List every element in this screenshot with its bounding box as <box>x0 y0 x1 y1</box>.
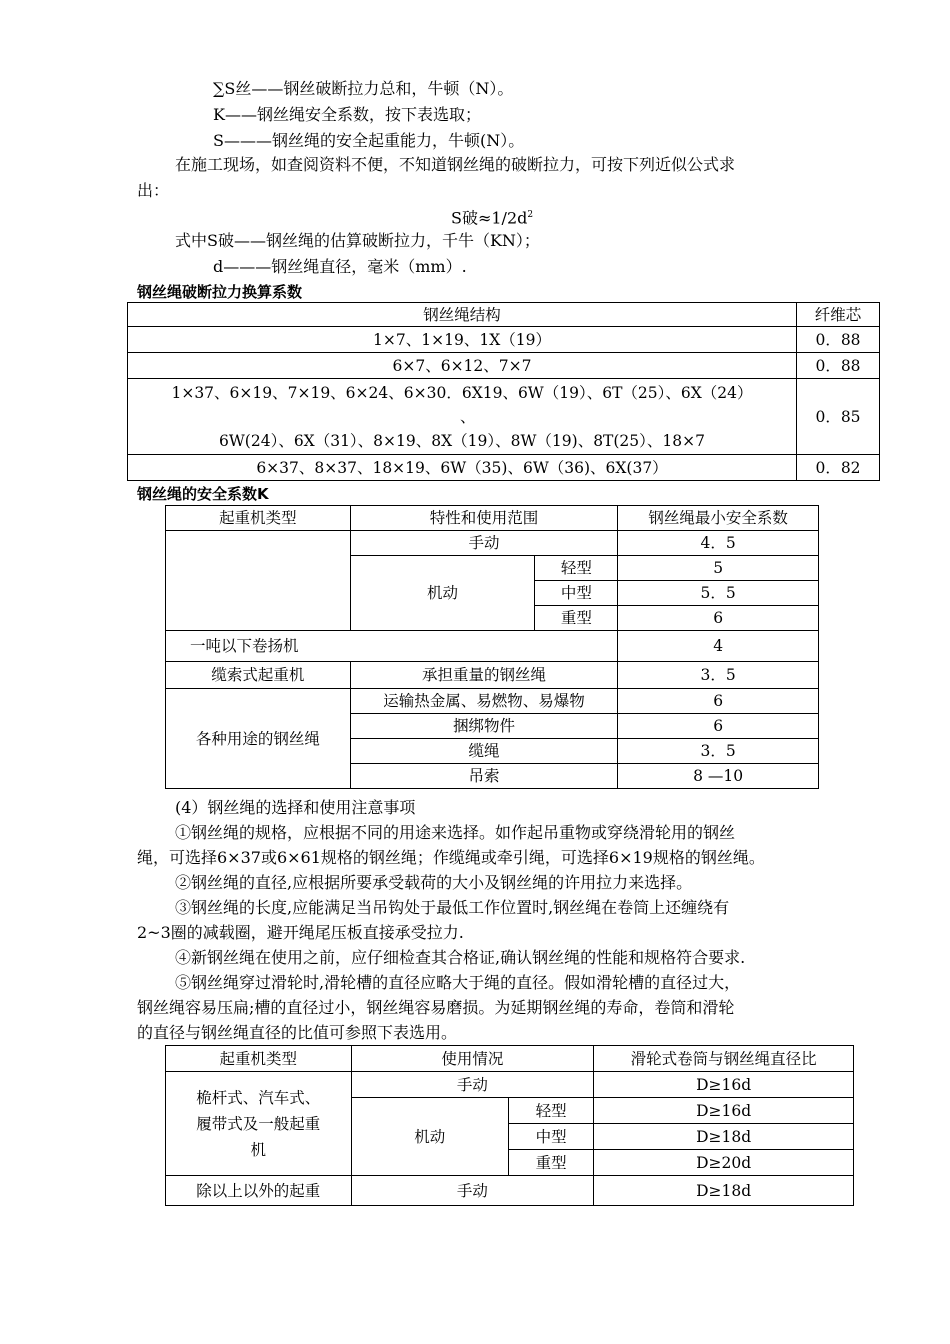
table2-header: 钢丝绳最小安全系数 <box>618 506 819 531</box>
table-cell: 中型 <box>535 581 618 606</box>
table-cell: 缆绳 <box>350 739 618 764</box>
table1-header: 纤维芯 <box>797 303 880 327</box>
table-cell: 中型 <box>508 1124 593 1150</box>
table-cell: 除以上以外的起重 <box>166 1176 352 1206</box>
formula: S破$\approx 1/2d^2$ <box>451 208 534 228</box>
table3-header: 使用情况 <box>351 1046 594 1072</box>
section-title: (4）钢丝绳的选择和使用注意事项 <box>175 798 416 817</box>
table-cell: 各种用途的钢丝绳 <box>166 689 351 789</box>
table-cell: 0．82 <box>797 455 880 481</box>
table-cell: 0．88 <box>797 327 880 353</box>
safety-factor-table <box>165 505 819 789</box>
table-cell: D≥18d <box>594 1176 854 1206</box>
cell-line: 机 <box>250 1140 267 1159</box>
table3-header: 起重机类型 <box>166 1046 352 1072</box>
table-cell: 6×37、8×37、18×19、6W（35)、6W（36)、6X(37） <box>128 455 797 481</box>
table1-header: 钢丝绳结构 <box>128 303 797 327</box>
text-line: 2~3圈的减载圈，避开绳尾压板直接承受拉力. <box>137 923 464 942</box>
table-cell: 手动 <box>351 1176 594 1206</box>
text-line: ③钢丝绳的长度,应能满足当吊钩处于最低工作位置时,钢丝绳在卷筒上还缠绕有 <box>175 898 730 917</box>
table2-title: 钢丝绳的安全系数K <box>137 485 269 503</box>
text-line: 的直径与钢丝绳直径的比值可参照下表选用。 <box>137 1023 458 1042</box>
text-line: ∑S丝——钢丝破断拉力总和，牛顿（N）。 <box>213 79 514 98</box>
table-cell: 手动 <box>351 1072 594 1098</box>
table-cell: D≥20d <box>594 1150 854 1176</box>
table-cell: 3．5 <box>618 739 819 764</box>
cell-line: 履带式及一般起重 <box>196 1114 321 1133</box>
table-cell: D≥16d <box>594 1098 854 1124</box>
table-cell: 手动 <box>350 531 618 556</box>
text-line: ⑤钢丝绳穿过滑轮时,滑轮槽的直径应略大于绳的直径。假如滑轮槽的直径过大， <box>175 973 741 992</box>
table-cell: 承担重量的钢丝绳 <box>350 662 618 689</box>
table-cell: 吊索 <box>350 764 618 789</box>
table-cell: 8 —10 <box>618 764 819 789</box>
text-line: S———钢丝绳的安全起重能力，牛顿(N）。 <box>213 131 525 150</box>
table-cell: 重型 <box>508 1150 593 1176</box>
table3-header: 滑轮式卷筒与钢丝绳直径比 <box>594 1046 854 1072</box>
text-line: 出： <box>137 181 170 200</box>
diameter-ratio-table <box>165 1045 854 1206</box>
table-cell: 捆绑物件 <box>350 714 618 739</box>
table-cell: 4 <box>618 631 819 662</box>
table-cell: 1×7、1×19、1X（19） <box>128 327 797 353</box>
table-cell: 6 <box>618 714 819 739</box>
text-line: 绳，可选择6×37或6×61规格的钢丝绳；作缆绳或牵引绳，可选择6×19规格的钢丝绳。 <box>137 848 765 867</box>
table-cell: 5 <box>618 556 819 581</box>
table-cell: 0．88 <box>797 353 880 379</box>
table-cell <box>128 379 797 455</box>
table-cell: 4．5 <box>618 531 819 556</box>
table-cell: 6 <box>618 606 819 631</box>
table-cell: 3．5 <box>618 662 819 689</box>
table-cell: 运输热金属、易燃物、易爆物 <box>350 689 618 714</box>
table-cell: 缆索式起重机 <box>166 662 351 689</box>
table-cell: 机动 <box>350 556 535 631</box>
text-line: 在施工现场，如查阅资料不便，不知道钢丝绳的破断拉力，可按下列近似公式求 <box>175 155 736 174</box>
table-cell: 0．85 <box>797 379 880 455</box>
table-cell: 6×7、6×12、7×7 <box>128 353 797 379</box>
text-line: ②钢丝绳的直径,应根据所要承受载荷的大小及钢丝绳的许用拉力来选择。 <box>175 873 693 892</box>
table-cell: 一吨以下卷扬机 <box>166 631 618 662</box>
table1-title: 钢丝绳破断拉力换算系数 <box>137 283 303 301</box>
text-line: 钢丝绳容易压扁;槽的直径过小，钢丝绳容易磨损。为延期钢丝绳的寿命，卷筒和滑轮 <box>137 998 735 1017</box>
table-cell: 5．5 <box>618 581 819 606</box>
text-line: K——钢丝绳安全系数，按下表选取； <box>213 105 481 124</box>
table-cell <box>166 1072 352 1176</box>
table2-header: 特性和使用范围 <box>350 506 618 531</box>
cell-line: 6W(24）、6X（31）、8×19、8X（19）、8W（19)、8T(25）、18×7 <box>219 431 705 450</box>
text-line: 式中S破——钢丝绳的估算破断拉力，千牛（KN）； <box>175 231 540 250</box>
table-cell: D≥18d <box>594 1124 854 1150</box>
text-line: d———钢丝绳直径，毫米（mm）. <box>213 257 467 276</box>
table-cell: D≥16d <box>594 1072 854 1098</box>
table-cell: 6 <box>618 689 819 714</box>
table-cell: 重型 <box>535 606 618 631</box>
table-cell <box>166 531 351 631</box>
table-cell: 机动 <box>351 1098 508 1176</box>
cell-line: 1×37、6×19、7×19、6×24、6×30．6X19、6W（19）、6T（25）、6X（24） <box>171 383 753 402</box>
cell-line: 、 <box>460 407 476 426</box>
breaking-force-table <box>127 302 880 481</box>
text-line: ④新钢丝绳在使用之前，应仔细检查其合格证,确认钢丝绳的性能和规格符合要求. <box>175 948 746 967</box>
table2-header: 起重机类型 <box>166 506 351 531</box>
text-line: ①钢丝绳的规格，应根据不同的用途来选择。如作起吊重物或穿绕滑轮用的钢丝 <box>175 823 736 842</box>
table-cell: 轻型 <box>508 1098 593 1124</box>
table-cell: 轻型 <box>535 556 618 581</box>
cell-line: 桅杆式、汽车式、 <box>196 1088 321 1107</box>
